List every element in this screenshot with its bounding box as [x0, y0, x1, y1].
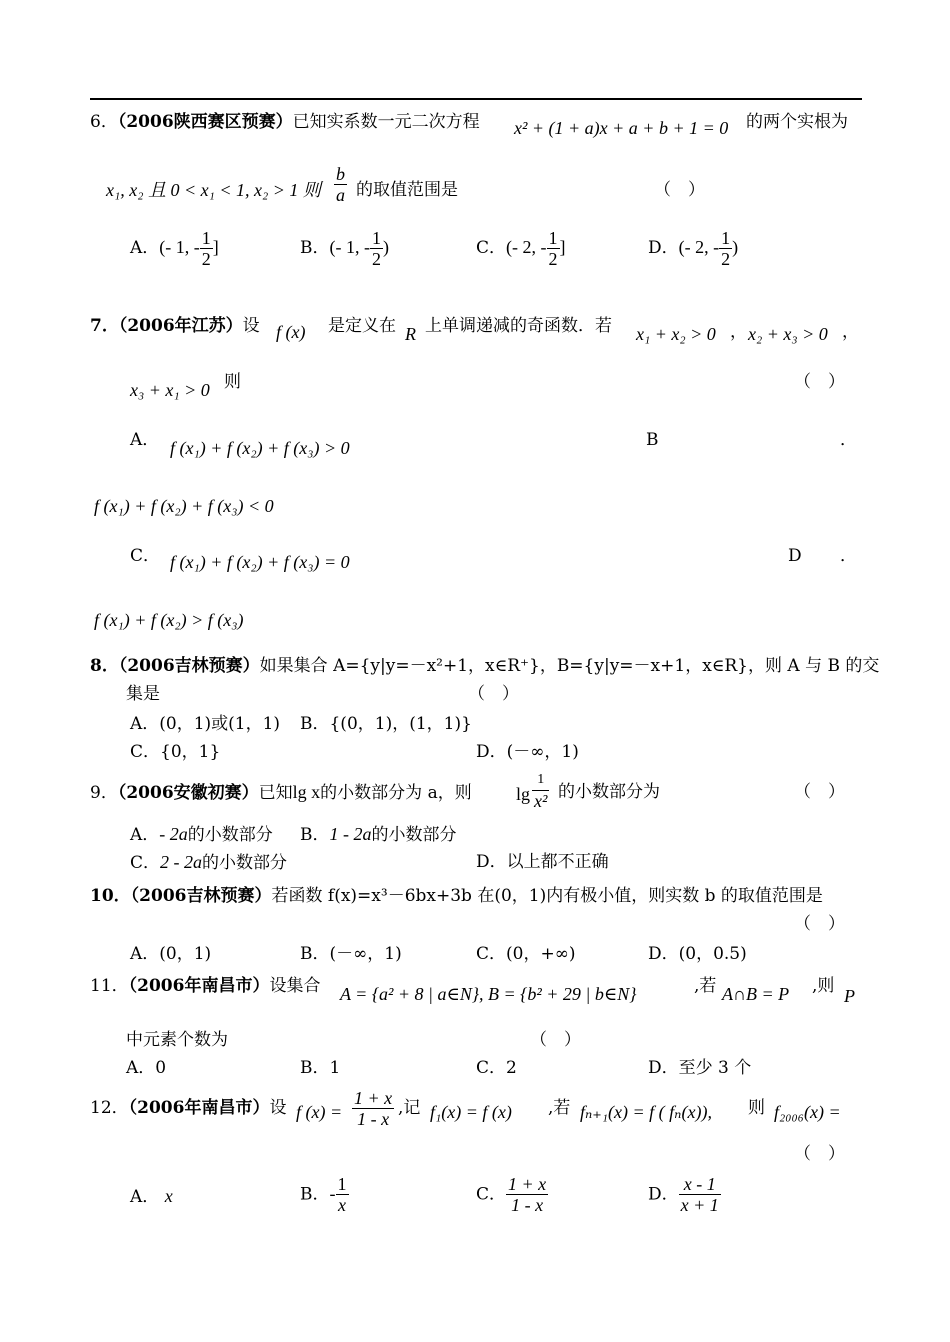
fraction-numerator: 1	[201, 228, 211, 248]
option-b: B．{(0，1)，(1，1)}	[300, 714, 472, 734]
option-b: B．1	[300, 1058, 341, 1078]
option-label: D．	[648, 1184, 679, 1205]
option-b	[300, 1174, 349, 1215]
question-text: ,则	[812, 976, 835, 996]
answer-parentheses: （ ）	[468, 684, 519, 704]
option-math: (- 1, -	[329, 237, 370, 257]
option-math: (- 2, -	[506, 237, 547, 257]
option-b: B．(－∞，1)	[300, 944, 402, 964]
question-text: 则	[748, 1098, 765, 1118]
fraction-denominator: 1 - x	[357, 1109, 390, 1129]
fraction-denominator: 2	[201, 249, 211, 269]
answer-parentheses: （ ）	[530, 1030, 581, 1050]
option-label: A．	[130, 238, 160, 258]
question-text: 如果集合 A={y|y=－x²+1，x∈R⁺}，B={y|y=－x+1，x∈R}，则 A 与 B 的交	[259, 656, 880, 676]
option-a: A．0	[126, 1058, 167, 1078]
set-P: P	[844, 986, 855, 1006]
question-11-line1	[90, 976, 320, 996]
option-label: C．	[476, 238, 507, 258]
real-set-R: R	[405, 324, 416, 344]
option-b	[300, 228, 389, 269]
question-text: 已知	[258, 783, 293, 803]
option-a	[130, 824, 273, 846]
option-math: (- 1, -	[159, 237, 200, 257]
separator: ，	[730, 322, 747, 342]
question-text: 设	[269, 1098, 287, 1118]
fraction-numerator: b	[336, 164, 345, 184]
condition-3: x₃ + x₁ > 0	[130, 380, 210, 400]
option-d: f (x₁) + f (x₂) > f (x₃)	[94, 610, 244, 630]
option-d: D．至少 3 个	[648, 1058, 752, 1078]
fraction-denominator: x + 1	[680, 1195, 719, 1215]
option-label: B．	[300, 1184, 330, 1205]
fraction-denominator: 2	[371, 249, 381, 269]
option-text: 的小数部分	[202, 853, 288, 873]
fraction-denominator: 2	[721, 249, 731, 269]
question-source: （2006安徽初赛）	[117, 783, 259, 803]
question-source: （2006年南昌市）	[128, 976, 270, 996]
intersection: A∩B = P	[722, 984, 790, 1004]
option-text: 的小数部分	[371, 825, 457, 845]
option-d: D．(－∞，1)	[476, 742, 579, 762]
question-text: 的小数部分为 a，则	[320, 783, 472, 803]
question-text: ,若	[694, 976, 717, 996]
question-number: 8	[90, 656, 102, 676]
fraction-denominator: a	[336, 185, 345, 205]
function-fraction	[352, 1088, 394, 1129]
option-label: B．	[300, 238, 330, 258]
option-b	[300, 824, 457, 846]
ratio-fraction	[334, 164, 347, 205]
question-source: （2006年江苏）	[118, 316, 243, 336]
answer-parentheses: （ ）	[794, 782, 845, 802]
option-label: C．	[476, 1184, 507, 1205]
answer-parentheses: （ ）	[654, 180, 705, 200]
question-text: 中元素个数为	[126, 1030, 228, 1050]
option-label: D．	[648, 238, 679, 258]
answer-parentheses: （ ）	[794, 1144, 845, 1164]
option-a: A．(0，1)或(1，1)	[130, 714, 281, 734]
question-number: 10	[90, 886, 114, 906]
condition-2: x₂ + x₃ > 0	[748, 324, 828, 344]
option-b: f (x₁) + f (x₂) + f (x₃) < 0	[94, 496, 274, 516]
recurrence: fₙ₊₁(x) = f ( fₙ(x)),	[580, 1102, 712, 1122]
fraction-numerator: 1 + x	[354, 1088, 393, 1108]
fraction-numerator: x - 1	[679, 1174, 721, 1195]
option-math: ]	[212, 237, 219, 257]
option-a	[130, 228, 219, 269]
fraction-denominator: x²	[534, 791, 548, 811]
option-label: B．	[300, 825, 330, 845]
question-number: 12．	[90, 1098, 129, 1118]
quadratic-equation: x² + (1 + a)x + a + b + 1 = 0	[514, 118, 729, 138]
question-source: ．（2006吉林预赛）	[113, 886, 272, 906]
question-text: ,若	[548, 1098, 571, 1118]
log-symbol: lg	[516, 784, 531, 804]
option-text: 的小数部分	[187, 825, 273, 845]
condition-1: x₁ + x₂ > 0	[636, 324, 716, 344]
set-definitions: A = {a² + 8 | a∈N}, B = {b² + 29 | b∈N}	[340, 984, 637, 1004]
function-definition: f (x) =	[296, 1102, 343, 1122]
option-a-label: A．	[130, 430, 160, 450]
option-a	[130, 1186, 173, 1208]
answer-parentheses: （ ）	[794, 914, 845, 934]
option-a: A．(0，1)	[130, 944, 212, 964]
option-math: )	[382, 237, 389, 257]
option-math: x	[164, 1186, 173, 1206]
header-rule	[90, 98, 862, 100]
fraction-numerator: 1	[371, 228, 381, 248]
question-7-line1	[90, 316, 260, 336]
option-c: C．{0，1}	[130, 742, 221, 762]
option-d-label: D	[788, 546, 802, 566]
option-c	[130, 852, 287, 874]
option-math: ]	[559, 237, 566, 257]
question-text: 的小数部分为	[558, 782, 660, 802]
question-text: 设集合	[269, 976, 321, 996]
option-c	[476, 1174, 548, 1215]
question-8-line1	[90, 656, 879, 676]
fraction-numerator: 1	[548, 228, 558, 248]
question-12-line1	[90, 1098, 286, 1118]
option-a: f (x₁) + f (x₂) + f (x₃) > 0	[170, 438, 350, 458]
question-text: 则	[224, 372, 241, 392]
option-math: )	[732, 237, 739, 257]
option-b-label: B	[646, 430, 659, 450]
fraction-denominator: 1 - x	[511, 1195, 544, 1215]
answer-parentheses: （ ）	[794, 372, 845, 392]
question-text: 集是	[126, 684, 160, 704]
root-condition: x₁, x₂ 且 0 < x₁ < 1, x₂ > 1 则	[106, 180, 321, 200]
f1-definition: f₁(x) = f (x)	[430, 1102, 512, 1122]
question-text: 上单调递减的奇函数．若	[425, 316, 612, 336]
option-math: 2 - 2a	[160, 852, 203, 872]
option-c: f (x₁) + f (x₂) + f (x₃) = 0	[170, 552, 350, 572]
question-source: （2006年南昌市）	[128, 1098, 270, 1118]
question-number: 11．	[90, 976, 129, 996]
question-number: 6．	[90, 112, 118, 132]
option-math: -	[329, 1183, 336, 1204]
option-c: C．2	[476, 1058, 517, 1078]
fraction-denominator: 2	[548, 249, 558, 269]
question-10-line1	[90, 886, 823, 906]
punctuation: ．	[840, 546, 857, 566]
fraction-denominator: x	[338, 1195, 346, 1215]
option-d	[648, 228, 738, 269]
option-math: (- 2, -	[678, 237, 720, 257]
question-text: 的取值范围是	[356, 180, 458, 200]
option-label: A．	[130, 825, 160, 845]
question-6-line1	[90, 112, 480, 132]
question-text: 的两个实根为	[746, 112, 848, 132]
fraction-numerator: 1 + x	[508, 1174, 547, 1194]
log-fraction	[532, 770, 549, 811]
fraction-numerator: 1	[721, 228, 731, 248]
question-text: 若函数 f(x)=x³－6bx+3b 在(0，1)内有极小值，则实数 b 的取值范围是	[271, 886, 823, 906]
question-text: 已知实系数一元二次方程	[292, 112, 480, 132]
option-math: - 2a	[159, 824, 188, 844]
fraction-numerator: 1	[532, 770, 549, 791]
question-text: 是定义在	[328, 316, 396, 336]
question-9-line1	[90, 782, 472, 804]
option-label: C．	[130, 853, 161, 873]
option-d: D．(0，0.5)	[648, 944, 747, 964]
question-number: 7．	[90, 316, 119, 336]
option-c: C．(0，+∞)	[476, 944, 576, 964]
option-c-label: C．	[130, 546, 161, 566]
option-d: D．以上都不正确	[476, 852, 609, 872]
question-text: 设	[242, 316, 260, 336]
fraction-numerator: 1	[337, 1174, 347, 1194]
question-source: （2006陕西赛区预赛）	[117, 112, 293, 132]
question-source: ．（2006吉林预赛）	[101, 656, 260, 676]
question-number: 9．	[90, 783, 118, 803]
punctuation: ．	[840, 430, 857, 450]
option-d	[648, 1174, 721, 1215]
option-math: 1 - 2a	[329, 824, 372, 844]
option-c	[476, 228, 566, 269]
f2006: f₂₀₀₆(x) =	[774, 1102, 841, 1122]
log-expression: lg x	[292, 782, 321, 802]
separator: ，	[842, 322, 859, 342]
question-text: ,记	[398, 1098, 421, 1118]
option-label: A．	[130, 1187, 160, 1207]
function-f: f (x)	[276, 322, 306, 342]
